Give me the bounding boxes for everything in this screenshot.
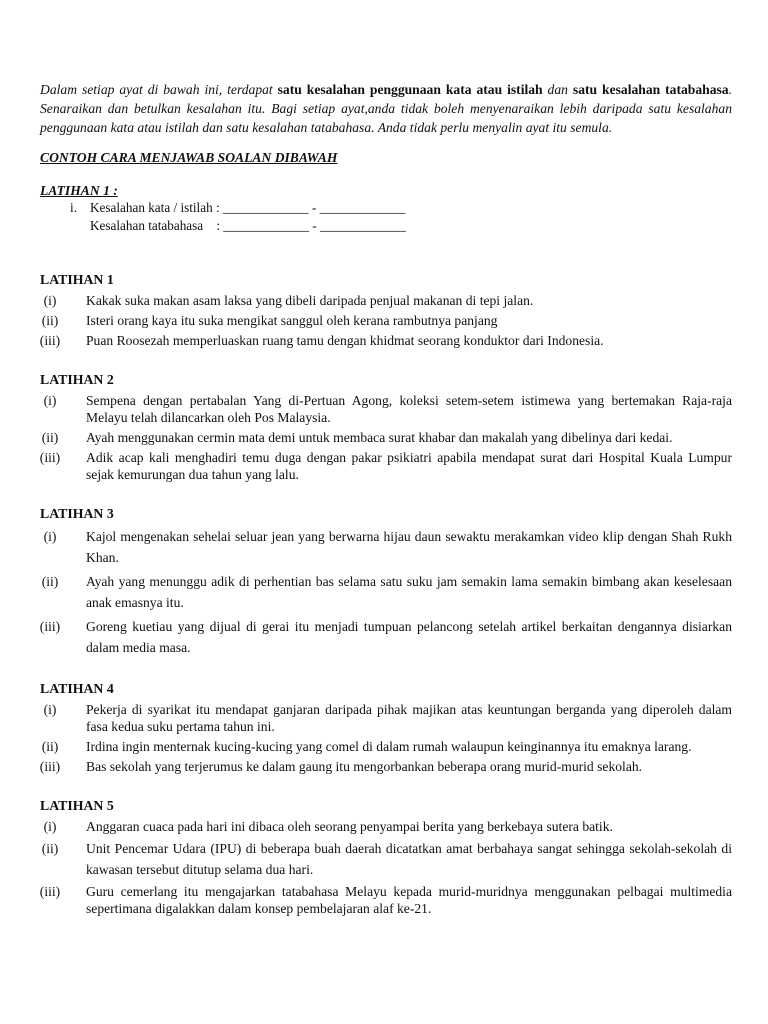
question-text: Goreng kuetiau yang dijual di gerai itu menjadi tumpuan pelancong setelah artikel berkaitan dengannya disiarkan dalam media masa. [86,619,732,655]
section-title: LATIHAN 5 [40,798,114,813]
question-item [40,449,732,483]
question-number: (iii) [39,333,61,348]
instructions-bold-grammar-error: satu kesalahan tatabahasa [572,82,729,97]
question-text: Anggaran cuaca pada hari ini dibaca oleh seorang penyampai berita yang berkebaya sutera batik. [86,819,613,834]
question-item [40,392,732,426]
worksheet-page [40,80,732,917]
section-title: LATIHAN 1 [40,272,114,287]
latihan-section [40,505,732,658]
instructions-text: dan [542,82,573,97]
section-title: LATIHAN 4 [40,681,114,696]
example-title: LATIHAN 1 : [40,183,118,198]
answer-row-word [40,199,732,217]
question-text: Bas sekolah yang terjerumus ke dalam gaung itu mengorbankan beberapa orang murid-murid sekolah. [86,759,643,774]
question-number: (iii) [39,884,61,899]
question-text: Sempena dengan pertabalan Yang di-Pertuan Agong, koleksi setem-setem istimewa yang bertemakan Raja-raja Melayu telah dilancarkan oleh Pos Malaysia. [86,393,732,425]
question-number: (ii) [41,841,59,856]
question-item [40,701,732,735]
instructions-paragraph [40,80,732,137]
instructions-bold-word-error: satu kesalahan penggunaan kata atau istilah [277,82,543,97]
question-number: (ii) [41,739,59,754]
latihan-section [40,371,732,483]
answer-row-number: i. [70,200,77,215]
latihan-section [40,797,732,917]
question-number: (ii) [41,574,59,589]
question-item [40,312,732,329]
instructions-text: . Senaraikan dan betulkan kesalahan itu. Bagi setiap ayat,anda tidak boleh menyenaraikan lebih daripada satu kesalahan penggunaan kata atau istilah dan satu kesalahan tatabahasa. Anda tidak perlu menyalin ayat itu semula. [40,82,732,135]
question-item [40,738,732,755]
question-number: (ii) [41,313,59,328]
question-number: (i) [43,529,57,544]
question-number: (i) [43,819,57,834]
question-item [40,883,732,917]
instructions-text: Dalam setiap ayat di bawah ini, terdapat [40,82,278,97]
question-item [40,838,732,880]
question-number: (iii) [39,450,61,465]
question-item [40,818,732,835]
question-text: Kakak suka makan asam laksa yang dibeli daripada penjual makanan di tepi jalan. [86,293,534,308]
answer-row-word-label: Kesalahan kata / istilah : _____________ - _____________ [90,200,406,215]
section-title: LATIHAN 2 [40,372,114,387]
question-item [40,292,732,309]
question-text: Unit Pencemar Udara (IPU) di beberapa buah daerah dicatatkan amat berbahaya sangat sehingga sekolah-sekolah di kawasan tersebut ditutup selama dua hari. [86,841,732,877]
example-heading: CONTOH CARA MENJAWAB SOALAN DIBAWAH [40,150,338,165]
latihan-section [40,680,732,775]
question-text: Kajol mengenakan sehelai seluar jean yang berwarna hijau daun sewaktu merakamkan video klip dengan Shah Rukh Khan. [86,529,732,565]
question-item [40,332,732,349]
question-text: Isteri orang kaya itu suka mengikat sanggul oleh kerana rambutnya panjang [86,313,498,328]
question-item [40,616,732,658]
answer-row-grammar [40,217,732,235]
question-text: Irdina ingin menternak kucing-kucing yang comel di dalam rumah walaupun keinginannya itu emaknya larang. [86,739,692,754]
question-item [40,571,732,613]
question-number: (i) [43,702,57,717]
question-text: Pekerja di syarikat itu mendapat ganjaran daripada pihak majikan atas keuntungan berganda yang diperoleh dalam fasa kedua suku pertama tahun ini. [86,702,732,734]
question-text: Ayah yang menunggu adik di perhentian bas selama satu suku jam semakin lama semakin bimbang akan keselesaan anak emasnya itu. [86,574,732,610]
question-number: (i) [43,393,57,408]
question-text: Ayah menggunakan cermin mata demi untuk membaca surat khabar dan makalah yang dibelinya dari kedai. [86,430,673,445]
question-number: (ii) [41,430,59,445]
question-number: (iii) [39,759,61,774]
question-item [40,758,732,775]
answer-row-number-blank [40,217,77,235]
question-number: (i) [43,293,57,308]
question-item [40,526,732,568]
question-number: (iii) [39,619,61,634]
section-title: LATIHAN 3 [40,506,114,521]
question-text: Guru cemerlang itu mengajarkan tatabahasa Melayu kepada murid-muridnya menggunakan pelbagai multimedia sepertimana digalakkan dalam konsep pembelajaran alaf ke-21. [86,884,732,916]
question-text: Adik acap kali menghadiri temu duga dengan pakar psikiatri apabila mendapat surat dari Hospital Kuala Lumpur sejak kemurungan dua tahun yang lalu. [86,450,732,482]
question-item [40,429,732,446]
answer-row-grammar-label: Kesalahan tatabahasa : _____________ - _____________ [90,218,406,233]
question-text: Puan Roosezah memperluaskan ruang tamu dengan khidmat seorang konduktor dari Indonesia. [86,333,604,348]
latihan-section [40,271,732,349]
